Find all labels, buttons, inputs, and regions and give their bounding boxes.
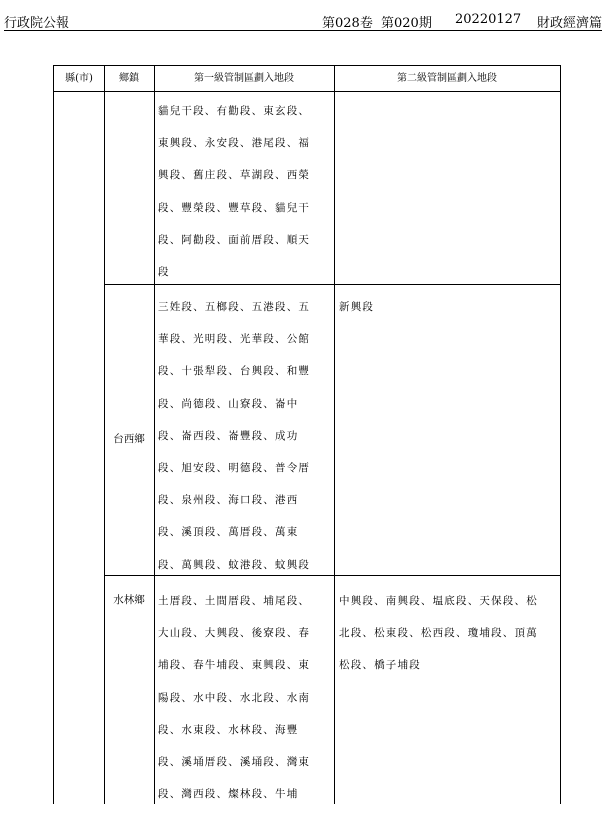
page-header: [4, 12, 602, 32]
header-rule: [4, 30, 602, 31]
level1-line: 三姓段、五榔段、五港段、五: [158, 301, 311, 313]
level1-line: 段、泉州段、海口段、港西: [158, 494, 299, 507]
level1-line: 段、崙西段、崙豐段、成功: [158, 429, 299, 442]
section-name: 財政經濟篇: [537, 16, 603, 31]
level1-line: 段、水東段、水林段、海豐: [158, 723, 299, 736]
level1-cell: [158, 102, 310, 295]
level1-line: 貓兒干段、有勸段、東玄段、: [158, 105, 311, 117]
level1-line: 段、阿勸段、面前厝段、順天: [158, 233, 311, 246]
level1-line: 段、旭安段、明德段、普令厝: [158, 461, 311, 474]
col-header-county: 縣(市): [65, 73, 93, 84]
level1-line: 段、灣西段、燦林段、牛埔: [158, 788, 299, 801]
land-section-table: [53, 65, 561, 804]
column-divider: [154, 66, 155, 804]
level1-line: 土厝段、土間厝段、埔尾段、: [158, 595, 311, 607]
level1-line: 興段、舊庄段、草湖段、西榮: [158, 169, 311, 182]
level1-line: 段、萬興段、蚊港段、蚊興段: [158, 558, 311, 571]
level1-line: 陽段、水中段、水北段、水南: [158, 691, 311, 704]
township-name: 台西鄉: [113, 433, 145, 445]
level1-line: 段: [158, 265, 170, 278]
level1-cell: [158, 298, 310, 588]
column-divider: [334, 66, 335, 804]
col-header-township: 鄉鎮: [119, 73, 139, 84]
level1-cell: [158, 592, 310, 817]
level2-line: 北段、松東段、松西段、瓊埔段、頂萬: [339, 627, 538, 640]
level1-line: 大山段、大興段、後寮段、春: [158, 627, 311, 640]
level1-line: 埔段、春牛埔段、東興段、東: [158, 659, 311, 672]
volume-number: 第028卷: [322, 16, 373, 31]
level2-line: 新興段: [339, 301, 375, 313]
col-header-level2: 第二級管制區劃入地段: [397, 73, 497, 84]
level1-line: 段、溪埇厝段、溪埇段、灣東: [158, 755, 311, 768]
level2-cell: [339, 298, 374, 330]
publisher-name: 行政院公報: [4, 16, 70, 31]
level1-line: 段、十張犁段、台興段、和豐: [158, 365, 311, 378]
level1-line: 東興段、永安段、港尾段、福: [158, 137, 311, 150]
col-header-level1: 第一級管制區劃入地段: [194, 73, 294, 84]
level1-line: 段、溪頂段、萬厝段、萬東: [158, 526, 299, 539]
level1-line: 段、尚德段、山寮段、崙中: [158, 397, 299, 410]
level1-line: 段、豐榮段、豐草段、貓兒干: [158, 201, 311, 214]
issue-number: 第020期: [381, 16, 432, 31]
header-row-divider: [54, 91, 560, 92]
level2-line: 松段、橋子埔段: [339, 659, 421, 672]
level2-cell: [339, 592, 538, 689]
township-name: 水林鄉: [113, 594, 145, 606]
issue-date: 20220127: [455, 12, 522, 27]
level2-line: 中興段、南興段、塭底段、天保段、松: [339, 595, 538, 607]
level1-line: 華段、光明段、光華段、公館: [158, 333, 311, 346]
